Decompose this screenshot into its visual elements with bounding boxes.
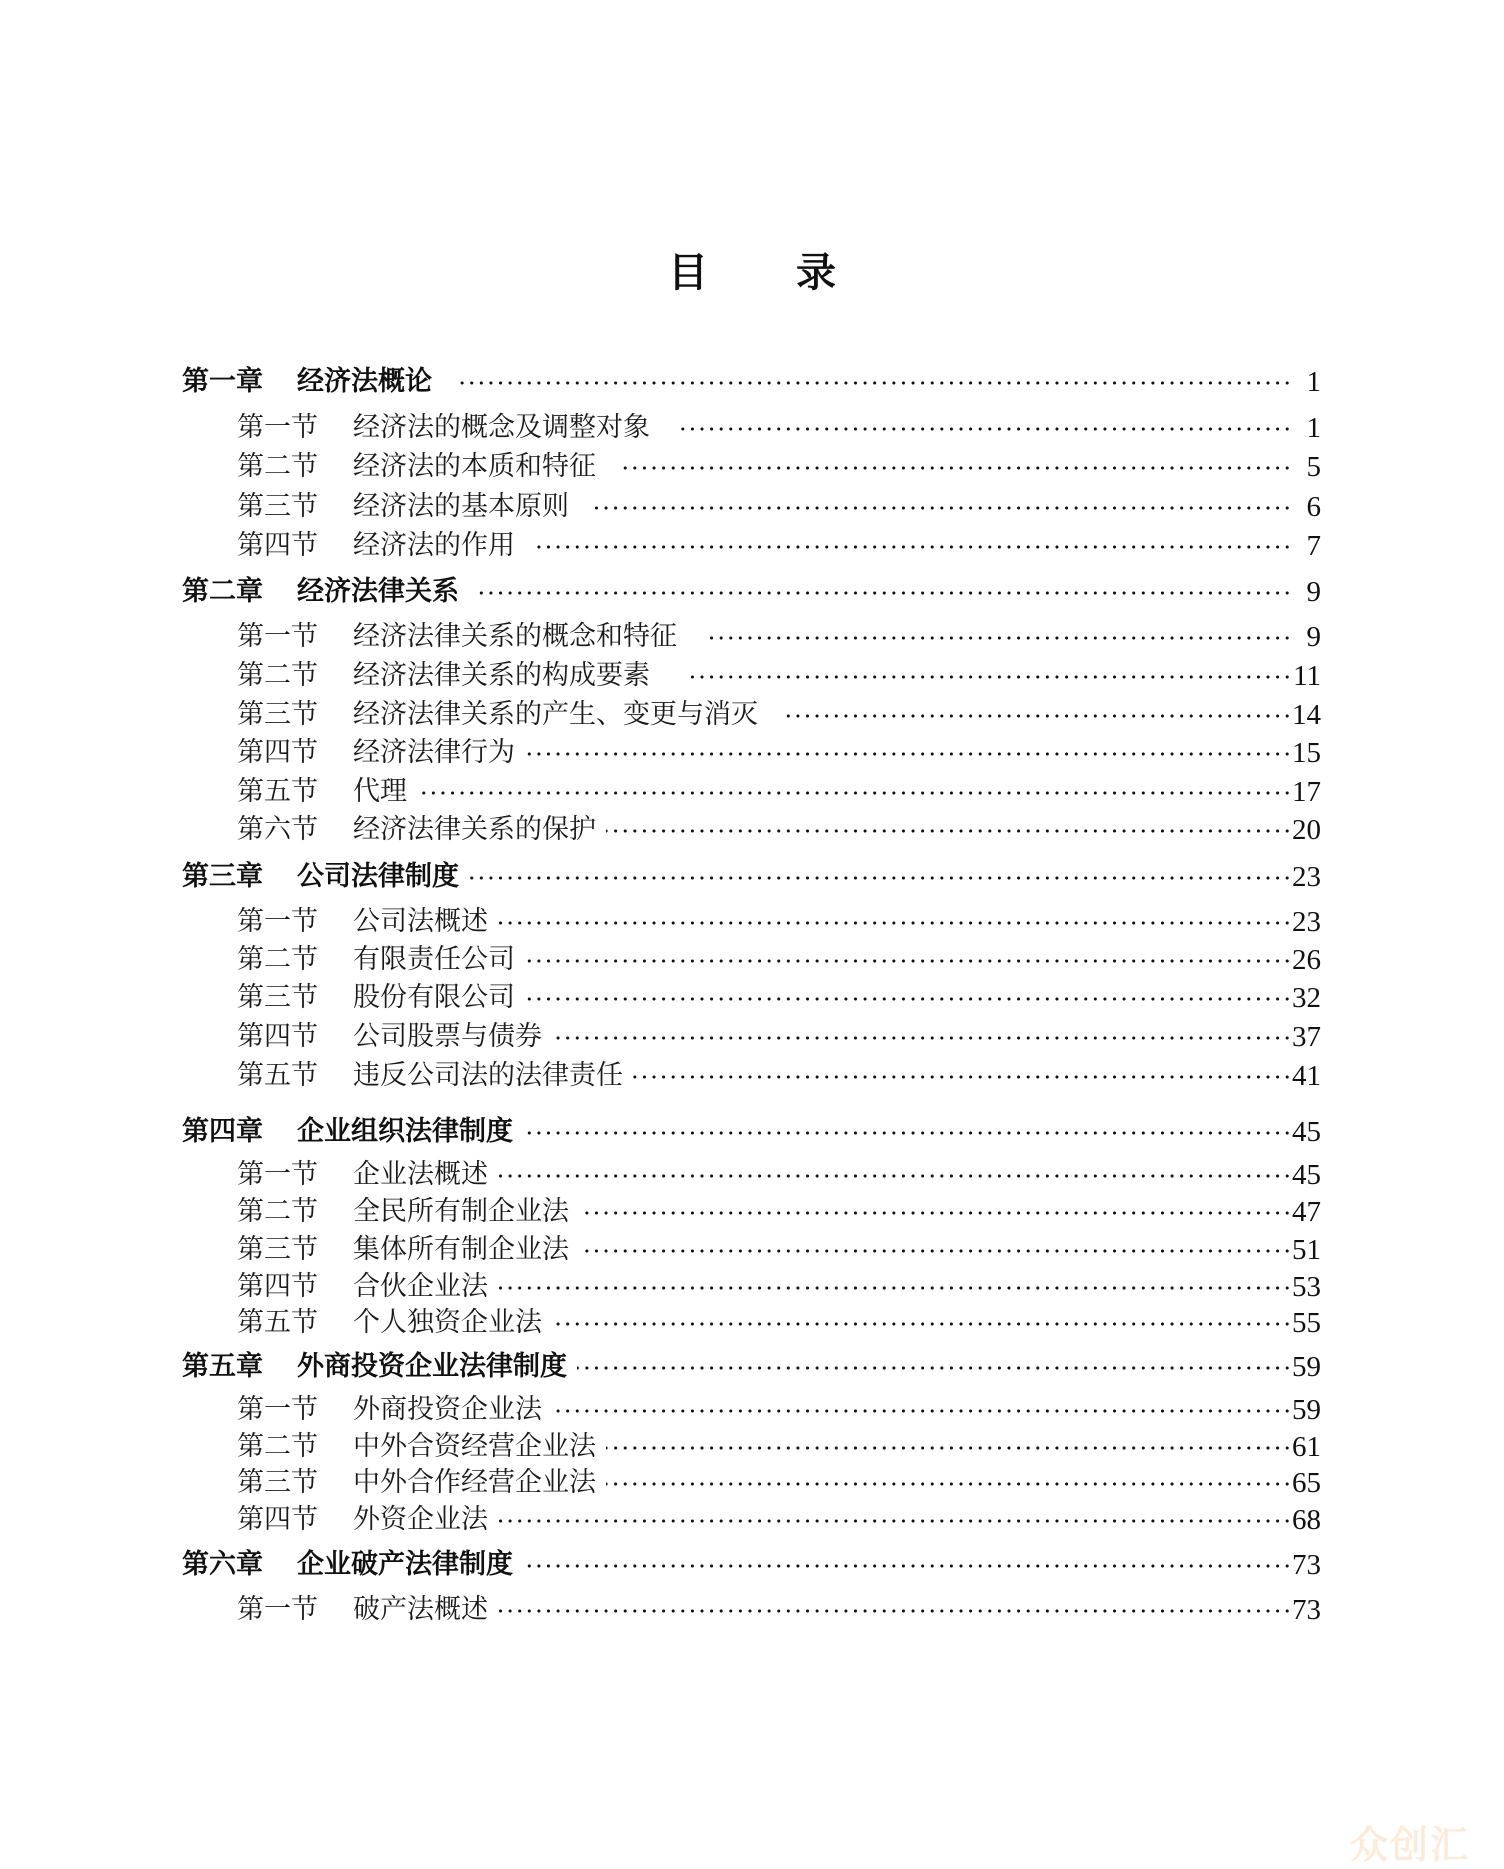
- toc-section-entry[interactable]: [0, 904, 1504, 940]
- section-number-label: 第二节: [237, 660, 318, 691]
- chapter-title: 经济法律关系: [297, 576, 459, 607]
- section-number-label: 第一节: [237, 1594, 318, 1625]
- chapter-title: 外商投资企业法律制度: [297, 1351, 567, 1382]
- page-title-char-1: 目: [668, 249, 708, 296]
- section-number-label: 第二节: [237, 944, 318, 975]
- page-number: 14: [1292, 699, 1321, 731]
- section-number-label: 第二节: [237, 1196, 318, 1227]
- toc-section-entry[interactable]: [0, 1502, 1504, 1538]
- toc-section-entry[interactable]: [0, 1019, 1504, 1055]
- section-title: 公司法概述: [353, 906, 488, 937]
- section-number-label: 第五节: [237, 1060, 318, 1091]
- toc-section-entry[interactable]: [0, 1392, 1504, 1428]
- section-number-label: 第三节: [237, 982, 318, 1013]
- page-number: 23: [1292, 906, 1321, 938]
- page-number: 61: [1292, 1431, 1321, 1463]
- section-number-label: 第五节: [237, 1307, 318, 1338]
- section-title: 经济法的本质和特征: [353, 451, 596, 482]
- section-title: 经济法律关系的产生、变更与消灭: [353, 699, 758, 730]
- toc-section-entry[interactable]: [0, 1269, 1504, 1305]
- dot-leader: [525, 959, 1292, 963]
- page-number: 20: [1292, 814, 1321, 846]
- toc-section-entry[interactable]: [0, 980, 1504, 1016]
- section-number-label: 第三节: [237, 1467, 318, 1498]
- page-number: 41: [1292, 1060, 1321, 1092]
- chapter-title: 经济法概论: [297, 366, 432, 397]
- section-title: 经济法的概念及调整对象: [353, 412, 650, 443]
- page-number: 1: [1306, 412, 1321, 444]
- section-number-label: 第一节: [237, 1394, 318, 1425]
- toc-chapter-entry[interactable]: [0, 1349, 1504, 1385]
- watermark: 众创汇: [1350, 1823, 1471, 1867]
- chapter-number-label: 第三章: [182, 861, 263, 892]
- dot-leader: [579, 1249, 1292, 1253]
- toc-section-entry[interactable]: [0, 1305, 1504, 1341]
- chapter-title: 企业破产法律制度: [297, 1549, 513, 1580]
- dot-leader: [525, 997, 1292, 1001]
- page-number: 17: [1292, 776, 1321, 808]
- toc-section-entry[interactable]: [0, 1232, 1504, 1268]
- section-number-label: 第二节: [237, 451, 318, 482]
- section-number-label: 第三节: [237, 699, 318, 730]
- dot-leader: [469, 876, 1292, 880]
- section-title: 经济法律关系的构成要素: [353, 660, 650, 691]
- dot-leader: [498, 1609, 1292, 1613]
- toc-chapter-entry[interactable]: [0, 574, 1504, 610]
- dot-leader: [525, 752, 1292, 756]
- page-number: 11: [1293, 660, 1321, 692]
- dot-leader: [552, 1036, 1292, 1040]
- dot-leader: [417, 791, 1292, 795]
- section-title: 经济法律关系的概念和特征: [353, 621, 677, 652]
- section-title: 代理: [353, 776, 407, 807]
- toc-section-entry[interactable]: [0, 735, 1504, 771]
- page-number: 47: [1292, 1196, 1321, 1228]
- page-number: 23: [1292, 861, 1321, 893]
- page-number: 1: [1306, 366, 1321, 398]
- section-title: 中外合资经营企业法: [353, 1431, 596, 1462]
- section-number-label: 第四节: [237, 1271, 318, 1302]
- section-title: 全民所有制企业法: [353, 1196, 569, 1227]
- toc-section-entry[interactable]: [0, 1465, 1504, 1501]
- section-title: 破产法概述: [353, 1594, 488, 1625]
- page-number: 59: [1292, 1351, 1321, 1383]
- section-title: 外商投资企业法: [353, 1394, 542, 1425]
- dot-leader: [498, 1286, 1292, 1290]
- dot-leader: [633, 1075, 1292, 1079]
- page-number: 68: [1292, 1504, 1321, 1536]
- toc-section-entry[interactable]: [0, 528, 1504, 564]
- page-number: 73: [1292, 1594, 1321, 1626]
- section-title: 经济法律关系的保护: [353, 814, 596, 845]
- dot-leader: [606, 1482, 1292, 1486]
- page-number: 73: [1292, 1549, 1321, 1581]
- toc-section-entry[interactable]: [0, 1058, 1504, 1094]
- section-title: 经济法的基本原则: [353, 491, 569, 522]
- dot-leader: [523, 1131, 1292, 1135]
- page-number: 45: [1292, 1116, 1321, 1148]
- page-number: 51: [1292, 1234, 1321, 1266]
- dot-leader: [552, 1322, 1292, 1326]
- dot-leader: [577, 1366, 1292, 1370]
- toc-section-entry[interactable]: [0, 489, 1504, 525]
- page-number: 7: [1306, 530, 1321, 562]
- section-title: 合伙企业法: [353, 1271, 488, 1302]
- section-title: 集体所有制企业法: [353, 1234, 569, 1265]
- page-number: 9: [1306, 621, 1321, 653]
- dot-leader: [690, 675, 1292, 679]
- section-title: 有限责任公司: [353, 944, 515, 975]
- toc-section-entry[interactable]: [0, 812, 1504, 848]
- page-number: 65: [1292, 1467, 1321, 1499]
- dot-leader: [590, 506, 1292, 510]
- toc-section-entry[interactable]: [0, 449, 1504, 485]
- section-number-label: 第三节: [237, 491, 318, 522]
- page-number: 53: [1292, 1271, 1321, 1303]
- section-number-label: 第一节: [237, 906, 318, 937]
- chapter-number-label: 第一章: [182, 366, 263, 397]
- chapter-title: 企业组织法律制度: [297, 1116, 513, 1147]
- dot-leader: [478, 591, 1292, 595]
- dot-leader: [498, 1519, 1292, 1523]
- section-title: 企业法概述: [353, 1159, 488, 1190]
- page-number: 15: [1292, 737, 1321, 769]
- toc-chapter-entry[interactable]: [0, 1114, 1504, 1150]
- section-title: 股份有限公司: [353, 982, 515, 1013]
- page-number: 5: [1306, 451, 1321, 483]
- page-number: 6: [1306, 491, 1321, 523]
- section-title: 公司股票与债券: [353, 1021, 542, 1052]
- toc-section-entry[interactable]: [0, 658, 1504, 694]
- toc-section-entry[interactable]: [0, 942, 1504, 978]
- section-number-label: 第一节: [237, 621, 318, 652]
- toc-chapter-entry[interactable]: [0, 1547, 1504, 1583]
- section-number-label: 第一节: [237, 412, 318, 443]
- section-title: 经济法的作用: [353, 530, 515, 561]
- page-number: 59: [1292, 1394, 1321, 1426]
- page-number: 45: [1292, 1159, 1321, 1191]
- toc-section-entry[interactable]: [0, 774, 1504, 810]
- page-number: 9: [1306, 576, 1321, 608]
- section-title: 外资企业法: [353, 1504, 488, 1535]
- section-number-label: 第四节: [237, 737, 318, 768]
- dot-leader: [680, 427, 1292, 431]
- page-number: 32: [1292, 982, 1321, 1014]
- section-title: 中外合作经营企业法: [353, 1467, 596, 1498]
- toc-chapter-entry[interactable]: [0, 364, 1504, 400]
- section-title: 个人独资企业法: [353, 1307, 542, 1338]
- section-title: 违反公司法的法律责任: [353, 1060, 623, 1091]
- dot-leader: [606, 1446, 1292, 1450]
- section-number-label: 第五节: [237, 776, 318, 807]
- dot-leader: [782, 714, 1292, 718]
- toc-section-entry[interactable]: [0, 410, 1504, 446]
- section-number-label: 第四节: [237, 530, 318, 561]
- dot-leader: [535, 545, 1292, 549]
- page-number: 26: [1292, 944, 1321, 976]
- section-number-label: 第四节: [237, 1504, 318, 1535]
- page-title-char-2: 录: [796, 249, 836, 296]
- toc-chapter-entry[interactable]: [0, 859, 1504, 895]
- section-title: 经济法律行为: [353, 737, 515, 768]
- toc-section-entry[interactable]: [0, 1194, 1504, 1230]
- toc-section-entry[interactable]: [0, 1429, 1504, 1465]
- toc-section-entry[interactable]: [0, 697, 1504, 733]
- dot-leader: [523, 1564, 1292, 1568]
- chapter-number-label: 第五章: [182, 1351, 263, 1382]
- toc-section-entry[interactable]: [0, 619, 1504, 655]
- section-number-label: 第三节: [237, 1234, 318, 1265]
- dot-leader: [498, 921, 1292, 925]
- chapter-number-label: 第四章: [182, 1116, 263, 1147]
- section-number-label: 第二节: [237, 1431, 318, 1462]
- toc-section-entry[interactable]: [0, 1157, 1504, 1193]
- chapter-number-label: 第二章: [182, 576, 263, 607]
- section-number-label: 第六节: [237, 814, 318, 845]
- section-number-label: 第一节: [237, 1159, 318, 1190]
- dot-leader: [579, 1211, 1292, 1215]
- dot-leader: [498, 1174, 1292, 1178]
- page-number: 37: [1292, 1021, 1321, 1053]
- section-number-label: 第四节: [237, 1021, 318, 1052]
- dot-leader: [455, 381, 1292, 385]
- dot-leader: [620, 466, 1292, 470]
- dot-leader: [552, 1409, 1292, 1413]
- chapter-title: 公司法律制度: [297, 861, 459, 892]
- toc-section-entry[interactable]: [0, 1592, 1504, 1628]
- dot-leader: [708, 636, 1292, 640]
- chapter-number-label: 第六章: [182, 1549, 263, 1580]
- page-number: 55: [1292, 1307, 1321, 1339]
- dot-leader: [606, 829, 1292, 833]
